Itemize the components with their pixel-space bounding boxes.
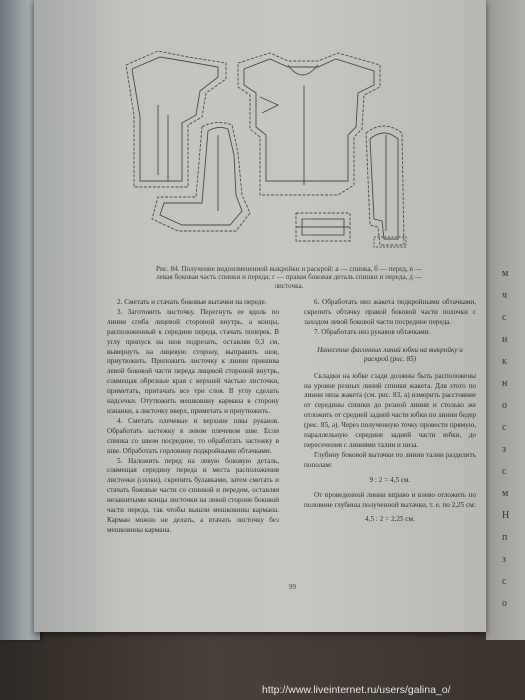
paragraph: 5. Наложить перед на левую боковую деталь, совмещая середину переда и места расположения листочки (силки), скрепить булавками, затем сметать и стачать боковые части со спинкой и передом, оставляя незашитыми концы листочки на левой стороне боковой части переда, так чтобы вышли мешковины кармана. Карман можно не делать, а втачать листочку без мешковины кармана. (107, 456, 279, 534)
formula: 9 : 2 = 4,5 см. (369, 475, 411, 484)
paragraph: 2. Сметать и стачать боковые вытачки на переде. (117, 298, 267, 306)
paragraph: 7. Обработать низ рукавов обтачками. (314, 327, 431, 336)
edge-char: м (502, 268, 509, 279)
section-heading: Нанесение фасонных линий юбки на выкройку и раскрой (рис. 85) (317, 345, 463, 363)
edge-char: ч (502, 290, 508, 301)
paragraph: 6. Обработать низ жакета подкройными обтачками, скрепить обтачку правой боковой части полочки с заходом левой боковой части посредине переда. (304, 298, 476, 326)
formula: 4,5 : 2 = 2,25 см. (365, 515, 415, 524)
paragraph: Складки на юбке сзади должны быть расположены на уровне резных линий спинки жакета. Для этого по линии низа жакета (см. рис. 83, а) измерить расстояние от середины спинки до резной линии и столько же отложить от средней задней части юбки по линии бедер (рис. 85, а). Через полученную точку провести прямую, параллельную середине задней части юбки, до пересечения с линиями талии и низа. (304, 371, 476, 449)
edge-char: к (502, 356, 507, 367)
pattern-facing (374, 237, 406, 247)
watermark-url: http://www.liveinternet.ru/users/galina_o/ (262, 684, 451, 696)
paragraph: От проведенной линии вправо и влево отложить по половине глубины полученной вытачки, т. е. по 2,25 см: (304, 490, 476, 509)
edge-char: н (502, 378, 508, 389)
pattern-piece-side-right-inner (370, 133, 398, 239)
paragraph: Глубину боковой вытачки по линии талии разделить пополам: (304, 450, 476, 469)
edge-char: о (502, 598, 507, 609)
edge-char: с (502, 466, 507, 477)
pattern-piece-back (126, 51, 226, 187)
pattern-piece-front (238, 53, 380, 195)
text-column-right (304, 298, 476, 530)
edge-char: м (502, 488, 509, 499)
pattern-neck-line (288, 65, 318, 75)
edge-char: Н (502, 510, 510, 521)
edge-char: с (502, 312, 507, 323)
edge-char: з (502, 444, 506, 455)
paragraph: 4. Сметать плечевые и верхние швы рукавов. Обработать застежку в левом плечевом шве. Если спинка со швом посредине, то обработать застежку в шве. Обработать горловину подкройными обтачками. (107, 416, 279, 455)
pattern-front-dart (260, 97, 278, 113)
edge-char: н (502, 334, 508, 345)
edge-char: з (502, 554, 506, 565)
edge-char: с (502, 422, 507, 433)
figure-caption: Рис. 84. Получение видоизмененной выкройки и раскрой: а — спинка, б — перед, в — левая боковая часть спинки и переда; г — правая боковая деталь спинки и переда, д — листочка. (155, 265, 423, 290)
book-page (34, 0, 486, 632)
page-number: 99 (289, 583, 296, 591)
next-page-edge (486, 0, 525, 640)
edge-char: о (502, 400, 507, 411)
paragraph: 3. Заготовить листочку. Перегнуть ее вдоль по линии сгиба лицевой стороной внутрь, а концы, расположенный к середине переда, стачать поперек. В углу припуск на шов подрезать, оставляя 0,3 см, вывернуть на лицевую сторону, выправить шов, приутюжить. Приложить листочку к линии пришива левой боковой части переда лицевой стороной внутрь, совмещая обрезные края с верхней частью листочки, приметать, притачать все три слоя. В углу сделать надсечки. Отутюжить мешковину кармана в сторону изнанки, а листочку вверх, приметать и приутюжить. (107, 307, 279, 415)
edge-char: с (502, 576, 507, 587)
pattern-figure (118, 35, 408, 260)
text-column-left (107, 298, 279, 536)
pattern-dart-line (158, 105, 168, 181)
pattern-piece-front-inner (244, 59, 374, 181)
edge-char: п (502, 532, 508, 543)
